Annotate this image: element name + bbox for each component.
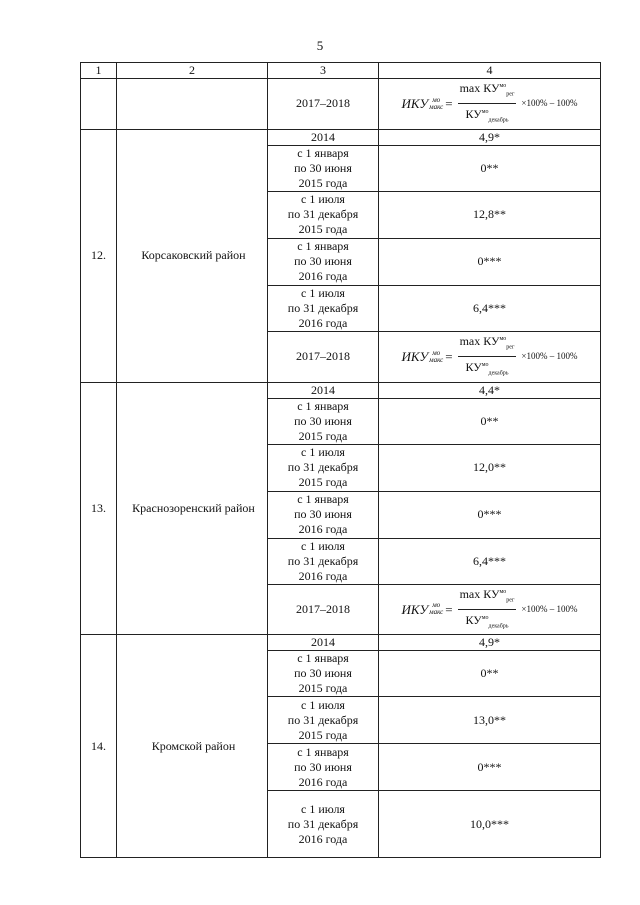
period-cell: с 1 июля по 31 декабря 2016 года (268, 538, 379, 584)
period-cell: с 1 января по 30 июня 2016 года (268, 238, 379, 285)
period-cell: 2017–2018 (268, 331, 379, 382)
period-cell: с 1 июля по 31 декабря 2015 года (268, 444, 379, 491)
formula-cell (379, 79, 601, 130)
formula-tail: ×100% – 100% (521, 603, 578, 614)
formula-eq: = (445, 601, 453, 617)
tariff-table (80, 62, 601, 858)
formula-cell (379, 584, 601, 635)
value-cell: 12,0** (379, 444, 601, 491)
formula (402, 585, 578, 635)
value-cell: 0** (379, 145, 601, 191)
formula-lhs-sub: макс (429, 102, 444, 111)
formula-den-sub: декабрь (488, 623, 509, 630)
formula-den-sub: декабрь (488, 117, 509, 124)
formula-lhs: ИКУ (401, 601, 429, 617)
value-cell: 6,4*** (379, 285, 601, 331)
formula-eq: = (445, 349, 453, 365)
period-cell: с 1 июля по 31 декабря 2015 года (268, 191, 379, 238)
formula-den-sup: мо (481, 362, 489, 369)
row-number: 14. (81, 635, 117, 858)
formula-fraction (458, 79, 517, 129)
value-cell: 0*** (379, 491, 601, 538)
period-cell: с 1 января по 30 июня 2015 года (268, 145, 379, 191)
value-cell: 4,9* (379, 635, 601, 651)
formula-tail: ×100% – 100% (521, 351, 578, 362)
empty-cell (81, 79, 117, 130)
formula-eq: = (445, 96, 453, 112)
value-cell: 0** (379, 651, 601, 697)
period-cell: с 1 июля по 31 декабря 2015 года (268, 697, 379, 744)
formula-lhs-sup: мо (432, 601, 441, 610)
header-cell: 1 (81, 63, 117, 79)
table-row (81, 129, 601, 145)
period-cell: 2014 (268, 635, 379, 651)
header-cell: 4 (379, 63, 601, 79)
value-cell: 10,0*** (379, 791, 601, 858)
value-cell: 13,0** (379, 697, 601, 744)
value-cell: 6,4*** (379, 538, 601, 584)
formula-num: max КУ (459, 586, 500, 601)
formula-num-sup: мо (499, 83, 507, 89)
district-name (117, 635, 268, 858)
formula-fraction (458, 332, 517, 382)
period-cell: 2014 (268, 382, 379, 398)
formula-den: КУ (465, 612, 482, 627)
header-cell: 2 (117, 63, 268, 79)
formula-lhs-sub: макс (429, 608, 444, 617)
formula-lhs: ИКУ (401, 349, 429, 365)
period-cell: с 1 января по 30 июня 2016 года (268, 491, 379, 538)
district-name-text: Кромской район (151, 738, 236, 753)
period-cell: 2014 (268, 129, 379, 145)
formula-tail: ×100% – 100% (521, 98, 578, 109)
period-cell: 2017–2018 (268, 584, 379, 635)
formula-num-sub: рег (506, 344, 515, 351)
page-number: 5 (316, 38, 324, 53)
formula-den-sup: мо (481, 614, 489, 621)
district-name (117, 382, 268, 635)
row-number: 13. (81, 382, 117, 635)
table-row (81, 635, 601, 651)
header-row (81, 63, 601, 79)
formula-num-sub: рег (506, 596, 515, 603)
formula-num-sub: рег (506, 91, 515, 98)
period-cell: 2017–2018 (268, 79, 379, 130)
formula-den: КУ (465, 360, 482, 375)
period-cell: с 1 июля по 31 декабря 2016 года (268, 285, 379, 331)
district-name (117, 129, 268, 382)
formula-cell (379, 331, 601, 382)
formula-num: max КУ (459, 333, 500, 348)
row-number: 12. (81, 129, 117, 382)
formula-lhs-sub: макс (429, 355, 444, 364)
formula-lhs-sup: мо (432, 348, 441, 357)
formula (402, 332, 578, 382)
header-cell: 3 (268, 63, 379, 79)
formula-lhs-sup: мо (432, 95, 441, 104)
value-cell: 0** (379, 398, 601, 444)
table-row (81, 382, 601, 398)
formula-num-sup: мо (499, 588, 507, 595)
value-cell: 4,4* (379, 382, 601, 398)
period-cell: с 1 июля по 31 декабря 2016 года (268, 791, 379, 858)
period-cell: с 1 января по 30 июня 2016 года (268, 744, 379, 791)
value-cell: 0*** (379, 238, 601, 285)
district-name-text: Корсаковский район (141, 248, 246, 263)
formula-num-sup: мо (499, 335, 507, 342)
period-cell: с 1 января по 30 июня 2015 года (268, 651, 379, 697)
formula-fraction (458, 585, 517, 635)
value-cell: 4,9* (379, 129, 601, 145)
formula-num: max КУ (459, 81, 500, 95)
formula-den-sup: мо (481, 109, 489, 116)
table-row (81, 79, 601, 130)
formula-den: КУ (465, 107, 482, 122)
formula (402, 79, 578, 129)
period-cell: с 1 января по 30 июня 2015 года (268, 398, 379, 444)
district-name-text: Краснозоренский район (132, 500, 255, 515)
formula-lhs: ИКУ (401, 96, 429, 112)
value-cell: 12,8** (379, 191, 601, 238)
empty-cell (117, 79, 268, 130)
value-cell: 0*** (379, 744, 601, 791)
formula-den-sub: декабрь (488, 370, 509, 377)
